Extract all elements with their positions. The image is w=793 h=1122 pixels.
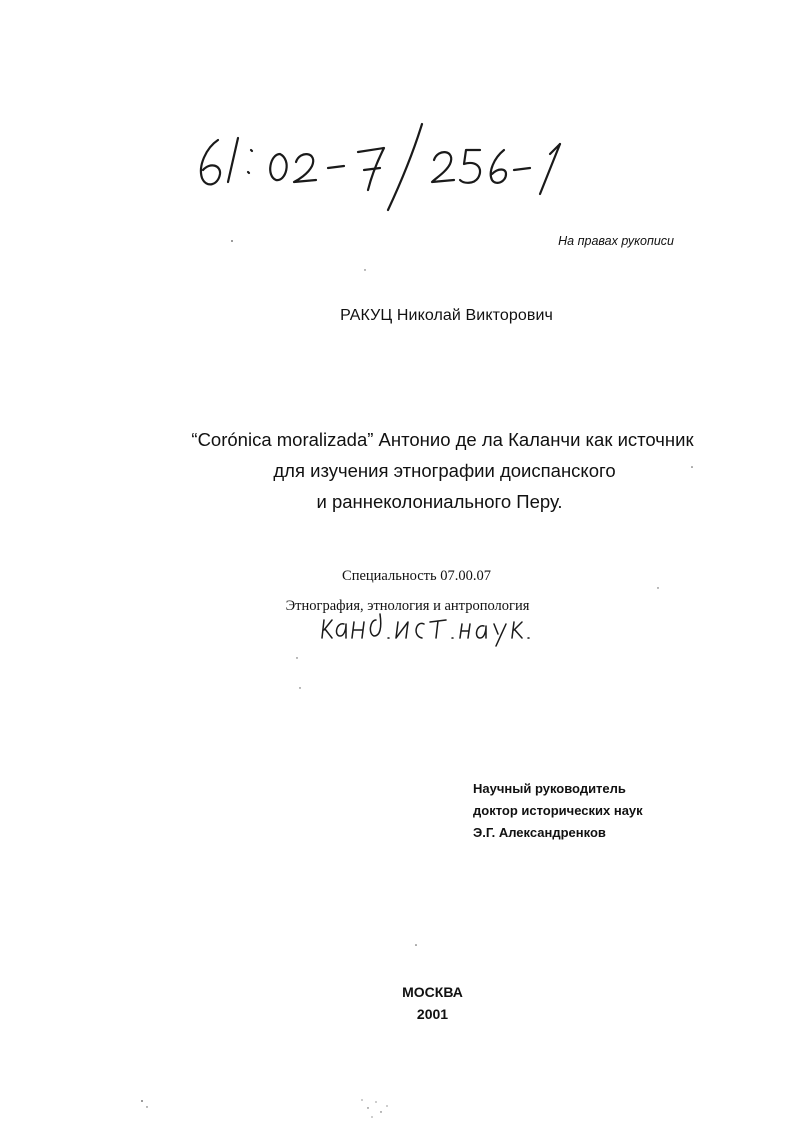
- advisor-name: Э.Г. Александренков: [473, 825, 606, 840]
- title-line-3: и раннеколониального Перу.: [316, 491, 563, 512]
- city-year-block: [0, 981, 793, 1025]
- rights-note: На правах рукописи: [558, 234, 674, 248]
- advisor-degree: доктор исторических наук: [473, 803, 643, 818]
- advisor-role: Научный руководитель: [473, 781, 626, 796]
- title-line-2: для изучения этнографии доиспанского: [273, 460, 616, 481]
- handwritten-degree-note: [318, 608, 538, 648]
- author-name-text: РАКУЦ Николай Викторович: [340, 307, 553, 324]
- specialty-field: Этнография, этнология и антропология: [285, 598, 530, 614]
- handwritten-call-number: [188, 110, 588, 220]
- specialty-code: Специальность 07.00.07: [342, 568, 491, 584]
- year: 2001: [416, 1006, 449, 1022]
- advisor-block: [473, 778, 643, 844]
- dissertation-title: [0, 424, 793, 517]
- author-name: [0, 307, 793, 325]
- title-line-1: “Corónica moralizada” Антонио де ла Каланчи как источник: [191, 429, 694, 450]
- city: МОСКВА: [402, 984, 463, 1000]
